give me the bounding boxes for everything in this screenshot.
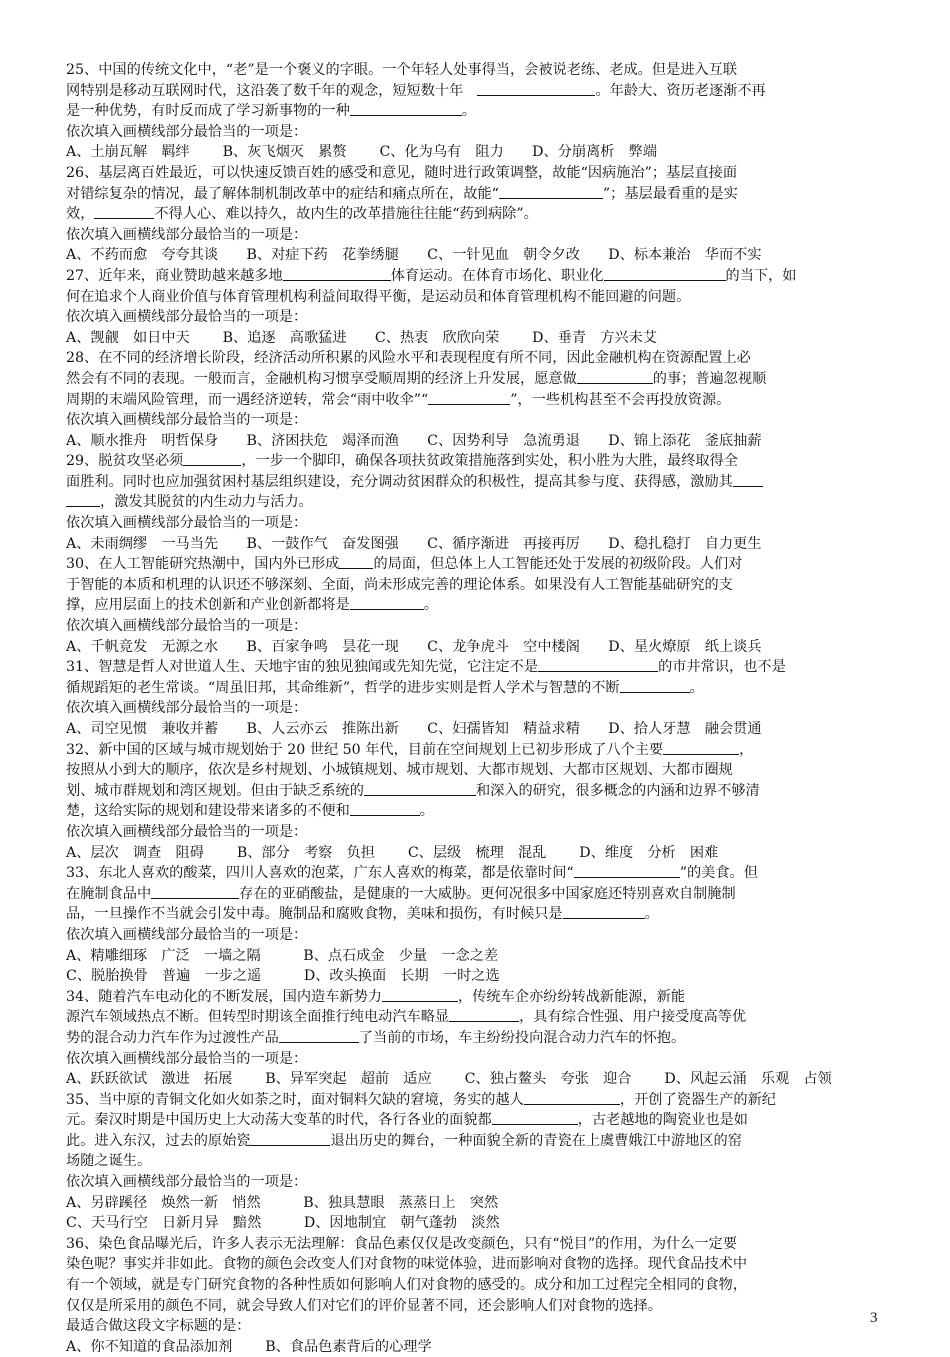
line-text: 有一个领域，就是专门研究食物的各种性质如何影响人们对食物的感受的。成分和加工过程完全相同的食物， [66,1277,748,1294]
line-text: 按照从小到大的顺序，依次是乡村规划、小城镇规划、城市规划、大都市规划、大都市区规划、大都市圈规 [66,762,733,779]
line-text: 的局面，但总体上人工智能还处于发展的初级阶段。人们对 [373,556,743,573]
text-line [66,1028,888,1049]
text-line [66,1069,888,1090]
line-text: 势的混合动力汽车作为过渡性产品 [66,1029,279,1046]
fill-in-blank [66,492,100,507]
line-text: 最适合做这段文字标题的是： [66,1318,251,1335]
text-line [66,1090,888,1111]
line-text: 依次填入画横线部分最恰当的一项是： [66,618,308,635]
text-line [66,142,888,163]
line-text: 30、在人工智能研究热潮中，国内外已形成 [66,556,340,573]
fill-in-blank [350,101,462,116]
line-text: 了当前的市场，车主纷纷投向混合动力汽车的怀抱。 [358,1029,686,1046]
line-text: A、觊觎 如日中天 B、追逐 高歌猛进 C、热衷 欣欣向荣 D、垂青 方兴未艾 [66,329,658,346]
fill-in-blank [339,554,373,569]
text-line [66,328,888,349]
fill-in-blank [449,1007,519,1022]
line-text: 体育运动。在体育市场化、职业化 [390,267,604,284]
text-line [66,904,888,925]
text-line [66,1337,888,1357]
text-line [66,1007,888,1028]
line-text: 的市井常识，也不是 [658,659,786,676]
line-text: 。 [419,803,434,820]
text-line [66,637,888,658]
text-line [66,1193,888,1214]
line-text: 33、东北人喜欢的酸菜，四川人喜欢的泡菜，广东人喜欢的梅菜，都是依靠时间“ [66,865,574,882]
fill-in-blank [428,390,510,405]
line-text: A、另辟蹊径 焕然一新 悄然 B、独具慧眼 蒸蒸日上 突然 [66,1194,499,1211]
text-line [66,184,888,205]
text-line [66,534,888,555]
line-text: A、千帆竞发 无源之水 B、百家争鸣 昙花一现 C、龙争虎斗 空中楼阁 D、星火燎原 纸上谈兵 [66,638,762,655]
line-text: 楚，这给实际的规划和建设带来诸多的不便和 [66,803,350,820]
text-line [66,81,888,102]
line-text: ，一步一个脚印，确保各项扶贫政策措施落到实处，积小胜为大胜，最终取得全 [241,453,738,470]
text-line [66,266,888,287]
line-text: C、天马行空 日新月异 黯然 D、因地制宜 朝气蓬勃 淡然 [66,1215,500,1232]
fill-in-blank [350,801,420,816]
fill-in-blank [663,740,739,755]
text-line [66,390,888,411]
text-line [66,1110,888,1131]
line-text: 36、染色食品曝光后，许多人表示无法理解：食品色素仅仅是改变颜色，只有“悦目”的作用，为什么一定要 [66,1235,738,1252]
text-line [66,410,888,431]
line-text: ，传统车企亦纷纷转战新能源，新能 [458,988,686,1005]
line-text: 35、当中原的青铜文化如火如荼之时，面对铜料欠缺的窘境，务实的越人 [66,1091,524,1108]
fill-in-blank [250,1131,330,1146]
line-text: A、未雨绸缪 一马当先 B、一鼓作气 奋发图强 C、循序渐进 再接再厉 D、稳扎稳打 自力更生 [66,535,762,552]
fill-in-blank [538,657,658,672]
line-text: 划、城市群规划和湾区规划。但由于缺乏系统的 [66,782,364,799]
text-line [66,287,888,308]
line-text: 源汽车领域热点不断。但转型时期该全面推行纯电动汽车略显 [66,1009,450,1026]
text-line [66,1049,888,1070]
line-text: 于智能的本质和机理的认识还不够深刻、全面，尚未形成完善的理论体系。如果没有人工智能基础研究的支 [66,576,733,593]
line-text: 26、基层离百姓最近，可以快速反馈百姓的感受和意见，随时进行政策调整，故能“因病施治”；基层直接面 [66,164,738,181]
line-text: ”，一些机构甚至不会再投放资源。 [510,391,731,408]
line-text: 的事；普遍忽视顺 [652,370,767,387]
fill-in-blank [183,451,241,466]
line-text: 32、新中国的区域与城市规划始于 20 世纪 50 年代，目前在空间规划上已初步形成了八个主要 [66,741,664,758]
fill-in-blank [604,266,726,281]
line-text: 依次填入画横线部分最恰当的一项是： [66,700,308,717]
text-line [66,1316,888,1337]
fill-in-blank [94,204,154,219]
text-line [66,781,888,802]
text-line [66,1151,888,1172]
line-text: 仅仅是所采用的颜色不同，就会导致人们对它们的评价显著不同，还会影响人们对食物的选择。 [66,1297,662,1314]
fill-in-blank [283,266,391,281]
line-text: 依次填入画横线部分最恰当的一项是： [66,1174,308,1191]
line-text: ，具有综合性强、用户接受度高等优 [519,1009,747,1026]
fill-in-blank [563,904,645,919]
line-text: 。 [423,597,438,614]
line-text: 是一种优势，有时反而成了学习新事物的一种 [66,103,350,120]
text-line [66,987,888,1008]
line-text: 染色呢？事实并非如此。食物的颜色会改变人们对食物的味觉体验，进而影响对食物的选择。现代食品技术中 [66,1256,748,1273]
line-text: 25、中国的传统文化中，“老”是一个褒义的字眼。一个年轻人处事得当，会被说老练、老成。但是进入互联 [66,62,738,78]
line-text: 元。秦汉时期是中国历史上大动荡大变革的时代，各行各业的面貌都 [66,1112,492,1129]
line-text: 依次填入画横线部分最恰当的一项是： [66,926,308,943]
text-line [66,1275,888,1296]
line-text: 在腌制食品中 [66,885,152,902]
line-text: 的当下，如 [725,267,797,284]
fill-in-blank [574,863,680,878]
text-line [66,492,888,513]
text-line [66,801,888,822]
text-line [66,925,888,946]
line-text: ， [739,741,754,758]
fill-in-blank [350,595,424,610]
line-text: 面胜利。同时也应加强贫困村基层组织建设，充分调动贫困群众的积极性，提高其参与度、获得感，激励其 [66,473,733,490]
line-text: 和深入的研究，很多概念的内涵和边界不够清 [475,782,760,799]
text-line [66,760,888,781]
text-line [66,307,888,328]
fill-in-blank [364,781,476,796]
line-text: 退出历史的舞台，一种面貌全新的青瓷在上虞曹娥江中游地区的窑 [330,1132,742,1149]
line-text: 网特别是移动互联网时代，这沿袭了数千年的观念，短短数十年 [66,82,478,99]
text-line [66,946,888,967]
line-text: ，开创了瓷器生产的新纪 [619,1091,776,1108]
text-line [66,863,888,884]
text-line [66,843,888,864]
fill-in-blank [279,1028,359,1043]
text-line [66,678,888,699]
line-text: 27、近年来，商业赞助越来越多地 [66,267,283,284]
line-text: 循规蹈矩的老生常谈。“周虽旧邦，其命维新”，哲学的进步实则是哲人学术与智慧的不断 [66,679,620,696]
text-line [66,657,888,678]
text-line [66,451,888,472]
line-text: 存在的亚硝酸盐，是健康的一大威胁。更何况很多中国家庭还特别喜欢自制腌制 [239,885,736,902]
line-text: 28、在不同的经济增长阶段，经济活动所积累的风险水平和表现程度有所不同，因此金融机构在资源配置上必 [66,350,751,367]
exam-page [66,60,888,1357]
line-text: A、司空见惯 兼收并蓄 B、人云亦云 推陈出新 C、妇孺皆知 精益求精 D、拾人牙慧 融会贯通 [66,721,762,737]
line-text: 。 [461,103,476,120]
line-text: C、脱胎换骨 普遍 一步之遥 D、改头换面 长期 一时之选 [66,968,500,985]
line-text: 然会有不同的表现。一般而言，金融机构习惯享受顺周期的经济上升发展，愿意做 [66,370,577,387]
fill-in-blank [524,1090,620,1105]
line-text: ，激发其脱贫的内生动力与活力。 [100,494,313,511]
text-line [66,1213,888,1234]
line-text: 31、智慧是哲人对世道人生、天地宇宙的独见独闻或先知先觉，它注定不是 [66,659,539,676]
line-text: ，古老越地的陶瓷业也是如 [577,1112,748,1129]
text-line [66,1234,888,1255]
line-text: 效， [66,206,95,223]
line-text: A、不药而愈 夸夸其谈 B、对症下药 花拳绣腿 C、一针见血 朝令夕改 D、标本兼治 华而不实 [66,247,762,264]
text-line [66,719,888,740]
line-text: 依次填入画横线部分最恰当的一项是： [66,226,308,243]
fill-in-blank [382,987,458,1002]
text-line [66,101,888,122]
text-line [66,966,888,987]
text-line [66,513,888,534]
line-text: 依次填入画横线部分最恰当的一项是： [66,1050,308,1067]
line-text: A、土崩瓦解 羁绊 B、灰飞烟灭 累赘 C、化为乌有 阻力 D、分崩离析 弊端 [66,144,658,161]
fill-in-blank [151,884,239,899]
line-text: 不得人心、难以持久，故内生的改革措施往往能“药到病除”。 [154,206,538,223]
line-text: 。 [644,906,659,923]
text-line [66,884,888,905]
text-line [66,431,888,452]
line-text: 撑，应用层面上的技术创新和产业创新都将是 [66,597,350,614]
text-line [66,1254,888,1275]
line-text: 周期的末端风险管理，而一遇经济逆转，常会“雨中收伞”“ [66,391,429,408]
fill-in-blank [620,678,690,693]
text-line [66,60,888,81]
line-text: 依次填入画横线部分最恰当的一项是： [66,823,308,840]
text-line [66,1172,888,1193]
text-line [66,245,888,266]
fill-in-blank [577,369,653,384]
line-text: 。年龄大、资历老逐渐不再 [595,82,766,99]
text-line [66,472,888,493]
text-line [66,616,888,637]
text-line [66,822,888,843]
text-line [66,225,888,246]
line-text: 依次填入画横线部分最恰当的一项是： [66,123,308,140]
fill-in-blank [733,472,763,487]
line-text: 对错综复杂的情况，最了解体制机制改革中的症结和痛点所在，故能“ [66,185,499,202]
text-line [66,1131,888,1152]
text-line [66,575,888,596]
line-text: 34、随着汽车电动化的不断发展，国内造车新势力 [66,988,382,1005]
line-text: 品，一旦操作不当就会引发中毒。腌制品和腐败食物，美味和损伤，有时候只是 [66,906,563,923]
text-line [66,1296,888,1317]
line-text: 此。进入东汉，过去的原始瓷 [66,1132,251,1149]
line-text: 。 [689,679,704,696]
line-text: ”；基层最看重的是实 [602,185,738,202]
line-text: 29、脱贫攻坚必须 [66,453,184,470]
line-text: 何在追求个人商业价值与体育管理机构利益间取得平衡，是运动员和体育管理机构不能回避的问题。 [66,288,691,305]
fill-in-blank [499,184,603,199]
text-line [66,740,888,761]
text-line [66,595,888,616]
text-line [66,348,888,369]
line-text: 依次填入画横线部分最恰当的一项是： [66,309,308,326]
line-text: A、层次 调查 阻碍 B、部分 考察 负担 C、层级 梳理 混乱 D、维度 分析 困难 [66,844,719,861]
line-text: 依次填入画横线部分最恰当的一项是： [66,412,308,429]
line-text: A、精雕细琢 广泛 一墙之隔 B、点石成金 少量 一念之差 [66,947,499,964]
line-text: 场随之诞生。 [66,1153,152,1170]
text-line [66,122,888,143]
line-text: A、你不知道的食品添加剂 B、食品色素背后的心理学 [66,1338,432,1355]
fill-in-blank [477,81,595,96]
line-text: 依次填入画横线部分最恰当的一项是： [66,515,308,532]
line-text: A、顺水推舟 明哲保身 B、济困扶危 竭泽而渔 C、因势利导 急流勇退 D、锦上添花 釜底抽薪 [66,432,762,449]
text-line [66,204,888,225]
fill-in-blank [492,1110,578,1125]
text-line [66,163,888,184]
line-text: A、跃跃欲试 激进 拓展 B、异军突起 超前 适应 C、独占鳌头 夸张 迎合 D、风起云涌 乐观 占领 [66,1071,832,1088]
line-text: ”的美食。但 [679,865,758,882]
text-line [66,698,888,719]
text-line [66,554,888,575]
text-line [66,369,888,390]
page-number: 3 [870,1310,878,1326]
